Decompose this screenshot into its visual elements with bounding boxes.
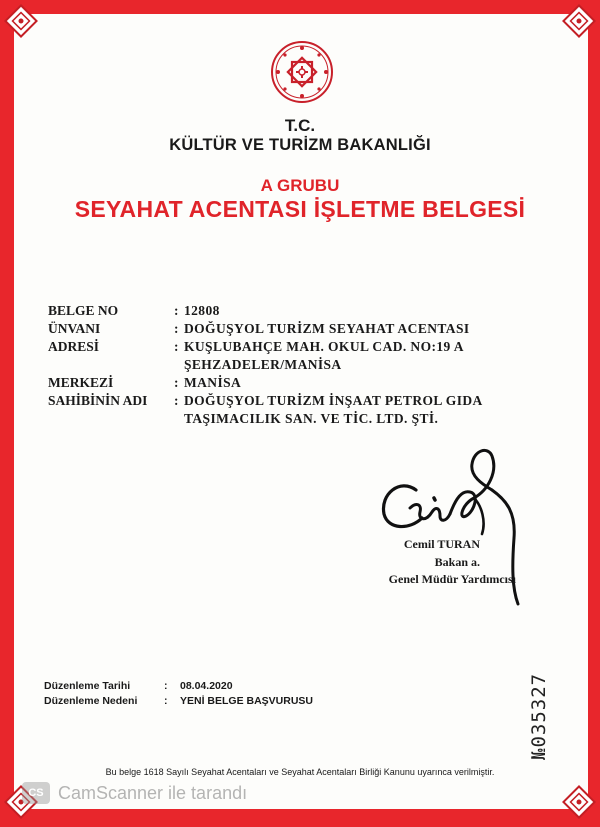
field-colon: : — [174, 321, 179, 336]
certificate-fields — [48, 302, 548, 428]
field-row-adresi — [48, 338, 548, 374]
field-value: MANİSA — [184, 375, 242, 390]
field-row-sahibinin-adi — [48, 392, 548, 428]
issue-details — [44, 680, 444, 710]
field-colon: : — [164, 680, 168, 692]
field-value: DOĞUŞYOL TURİZM SEYAHAT ACENTASI — [184, 321, 470, 336]
ministry-emblem-icon — [270, 40, 334, 104]
field-value: DOĞUŞYOL TURİZM İNŞAAT PETROL GIDA — [184, 393, 483, 408]
legal-footer: Bu belge 1618 Sayılı Seyahat Acentaları ve Seyahat Acentaları Birliği Kanunu uyarınca verilmiştir. — [105, 767, 495, 777]
signer-position: Genel Müdür Yardımcısı — [388, 572, 516, 586]
field-label: MERKEZİ — [48, 375, 114, 390]
field-label: SAHİBİNİN ADI — [48, 393, 148, 408]
issue-date-row — [44, 680, 444, 695]
field-colon: : — [174, 339, 179, 354]
corner-ornament-icon — [562, 785, 596, 819]
field-row-merkezi — [48, 374, 548, 392]
issue-reason-row — [44, 695, 444, 710]
issue-date-label: Düzenleme Tarihi — [44, 680, 131, 692]
field-row-belge-no — [48, 302, 548, 320]
field-label: ADRESİ — [48, 339, 100, 354]
issue-reason-label: Düzenleme Nedeni — [44, 695, 138, 707]
signer-title: Bakan a. — [434, 555, 480, 569]
field-value: 12808 — [184, 303, 220, 318]
field-value: KUŞLUBAHÇE MAH. OKUL CAD. NO:19 A — [184, 339, 464, 354]
field-colon: : — [164, 695, 168, 707]
field-colon: : — [174, 303, 179, 318]
state-abbreviation: T.C. — [284, 116, 316, 135]
document-group: A GRUBU — [260, 176, 340, 195]
document-title: SEYAHAT ACENTASI İŞLETME BELGESİ — [74, 196, 526, 222]
field-colon: : — [174, 375, 179, 390]
field-value-line2: TAŞIMACILIK SAN. VE TİC. LTD. ŞTİ. — [184, 411, 439, 426]
field-label: ÜNVANI — [48, 321, 101, 336]
corner-ornament-icon — [4, 4, 38, 38]
issue-date-value: 08.04.2020 — [180, 680, 233, 692]
watermark-text: CamScanner ile tarandı — [58, 782, 248, 803]
serial-number: №035327 — [528, 672, 550, 760]
field-label: BELGE NO — [48, 303, 119, 318]
ministry-name: KÜLTÜR VE TURİZM BAKANLIĞI — [169, 136, 431, 154]
scanner-watermark — [22, 782, 247, 804]
field-colon: : — [174, 393, 179, 408]
corner-ornament-icon — [562, 4, 596, 38]
issue-reason-value: YENİ BELGE BAŞVURUSU — [180, 695, 314, 707]
field-value-line2: ŞEHZADELER/MANİSA — [184, 357, 342, 372]
camscanner-logo-icon: CS — [22, 782, 50, 804]
field-row-unvani — [48, 320, 548, 338]
signer-name: Cemil TURAN — [403, 537, 480, 551]
